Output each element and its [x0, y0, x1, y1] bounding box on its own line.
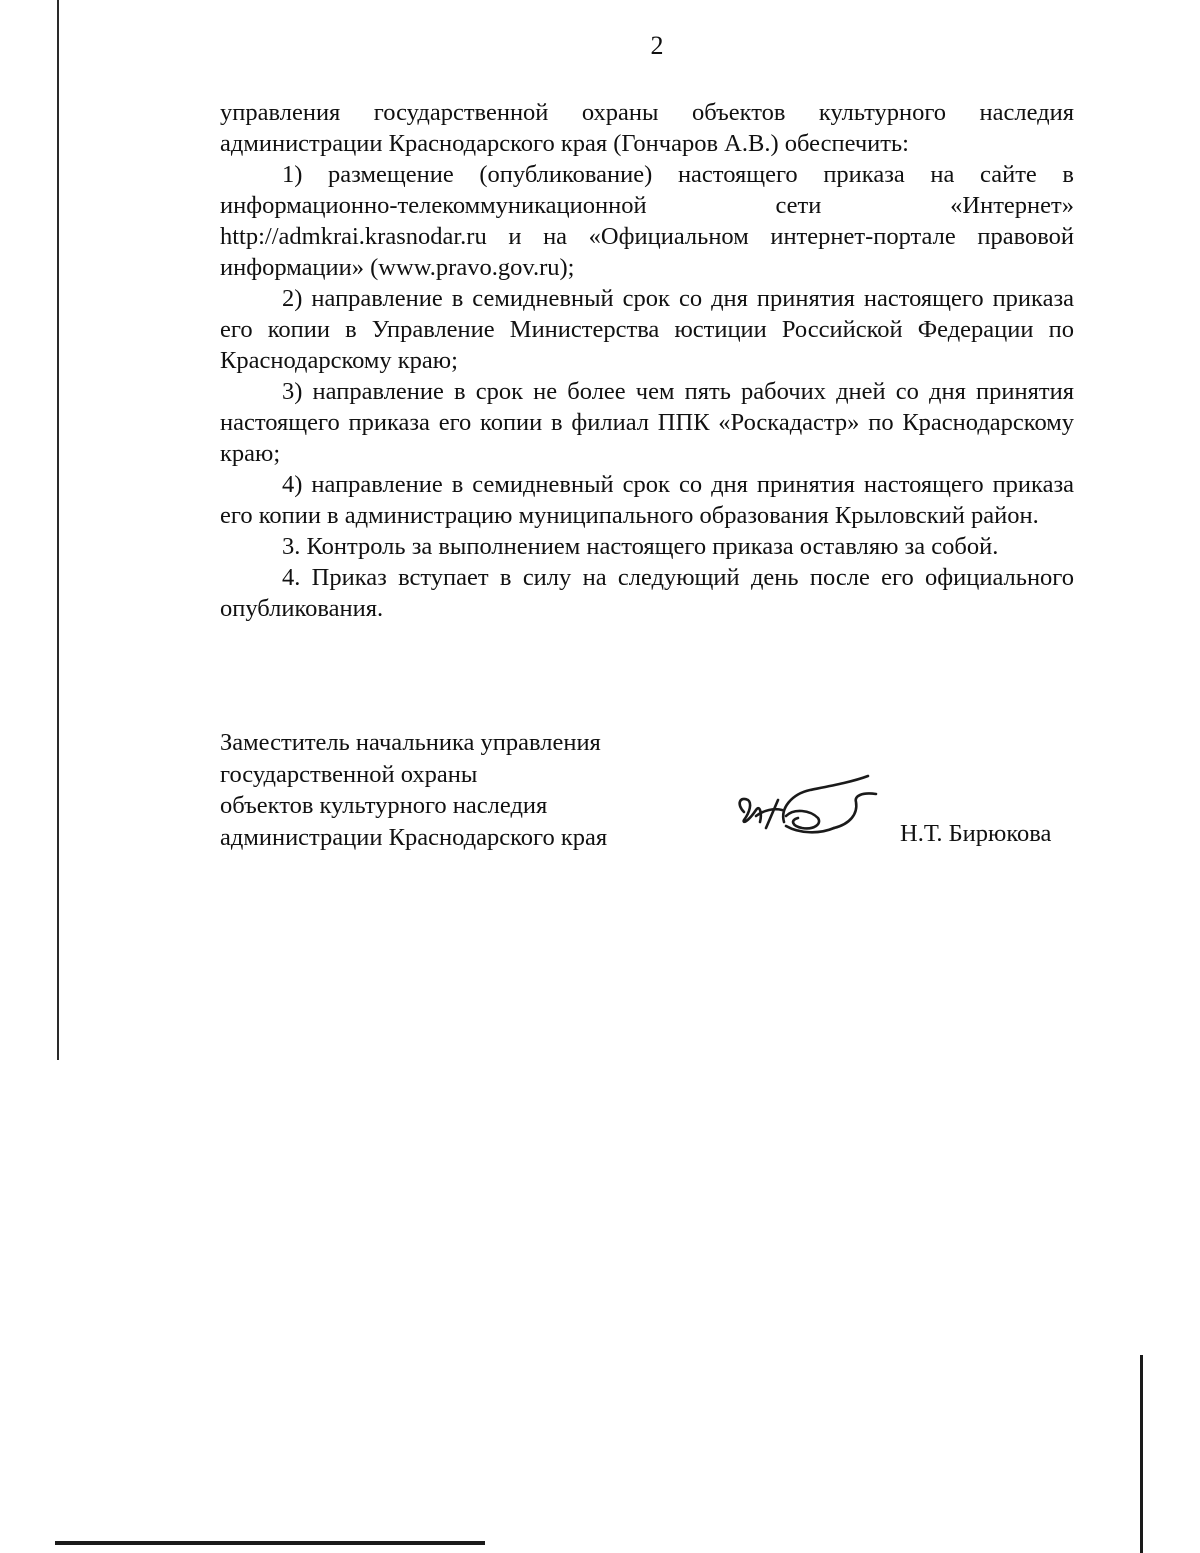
body-paragraph-5: 4) направление в семидневный срок со дня принятия настоящего приказа его копии в администрацию муниципального образования Крыловский район. [220, 471, 1074, 529]
document-body [220, 97, 1074, 624]
signatory-position [220, 727, 607, 853]
body-paragraph-6: 3. Контроль за выполнением настоящего приказа оставляю за собой. [282, 533, 999, 560]
body-paragraph-3: 2) направление в семидневный срок со дня принятия настоящего приказа его копии в Управление Министерства юстиции Российской Федерации по Краснодарскому краю; [220, 285, 1074, 374]
body-paragraph-7: 4. Приказ вступает в силу на следующий день после его официального опубликования. [220, 564, 1074, 622]
signatory-position-line-2: государственной охраны [220, 760, 478, 788]
body-paragraph-2: 1) размещение (опубликование) настоящего приказа на сайте в информационно-телекоммуникационной сети «Интернет» http://admkrai.krasnodar.ru и на «Официальном интернет-портале правовой информации» (www.pravo.gov.ru); [220, 161, 1074, 281]
body-paragraph-1: управления государственной охраны объектов культурного наследия администрации Краснодарского края (Гончаров А.В.) обеспечить: [220, 99, 1074, 157]
page-number: 2 [650, 31, 664, 60]
body-paragraph-4: 3) направление в срок не более чем пять рабочих дней со дня принятия настоящего приказа его копии в филиал ППК «Роскадастр» по Краснодарскому краю; [220, 378, 1074, 467]
signatory-position-line-3: объектов культурного наследия [220, 792, 548, 819]
signatory-name: Н.Т. Бирюкова [900, 820, 1052, 847]
scan-artifact-left-edge [57, 0, 59, 1060]
signatory-position-line-4: администрации Краснодарского края [220, 823, 608, 851]
signature-strokes [740, 776, 876, 832]
signatory-position-line-1: Заместитель начальника управления [220, 729, 601, 756]
scan-artifact-bottom-edge [55, 1541, 485, 1545]
handwritten-signature [730, 770, 910, 850]
scan-artifact-right-edge [1140, 1355, 1143, 1553]
